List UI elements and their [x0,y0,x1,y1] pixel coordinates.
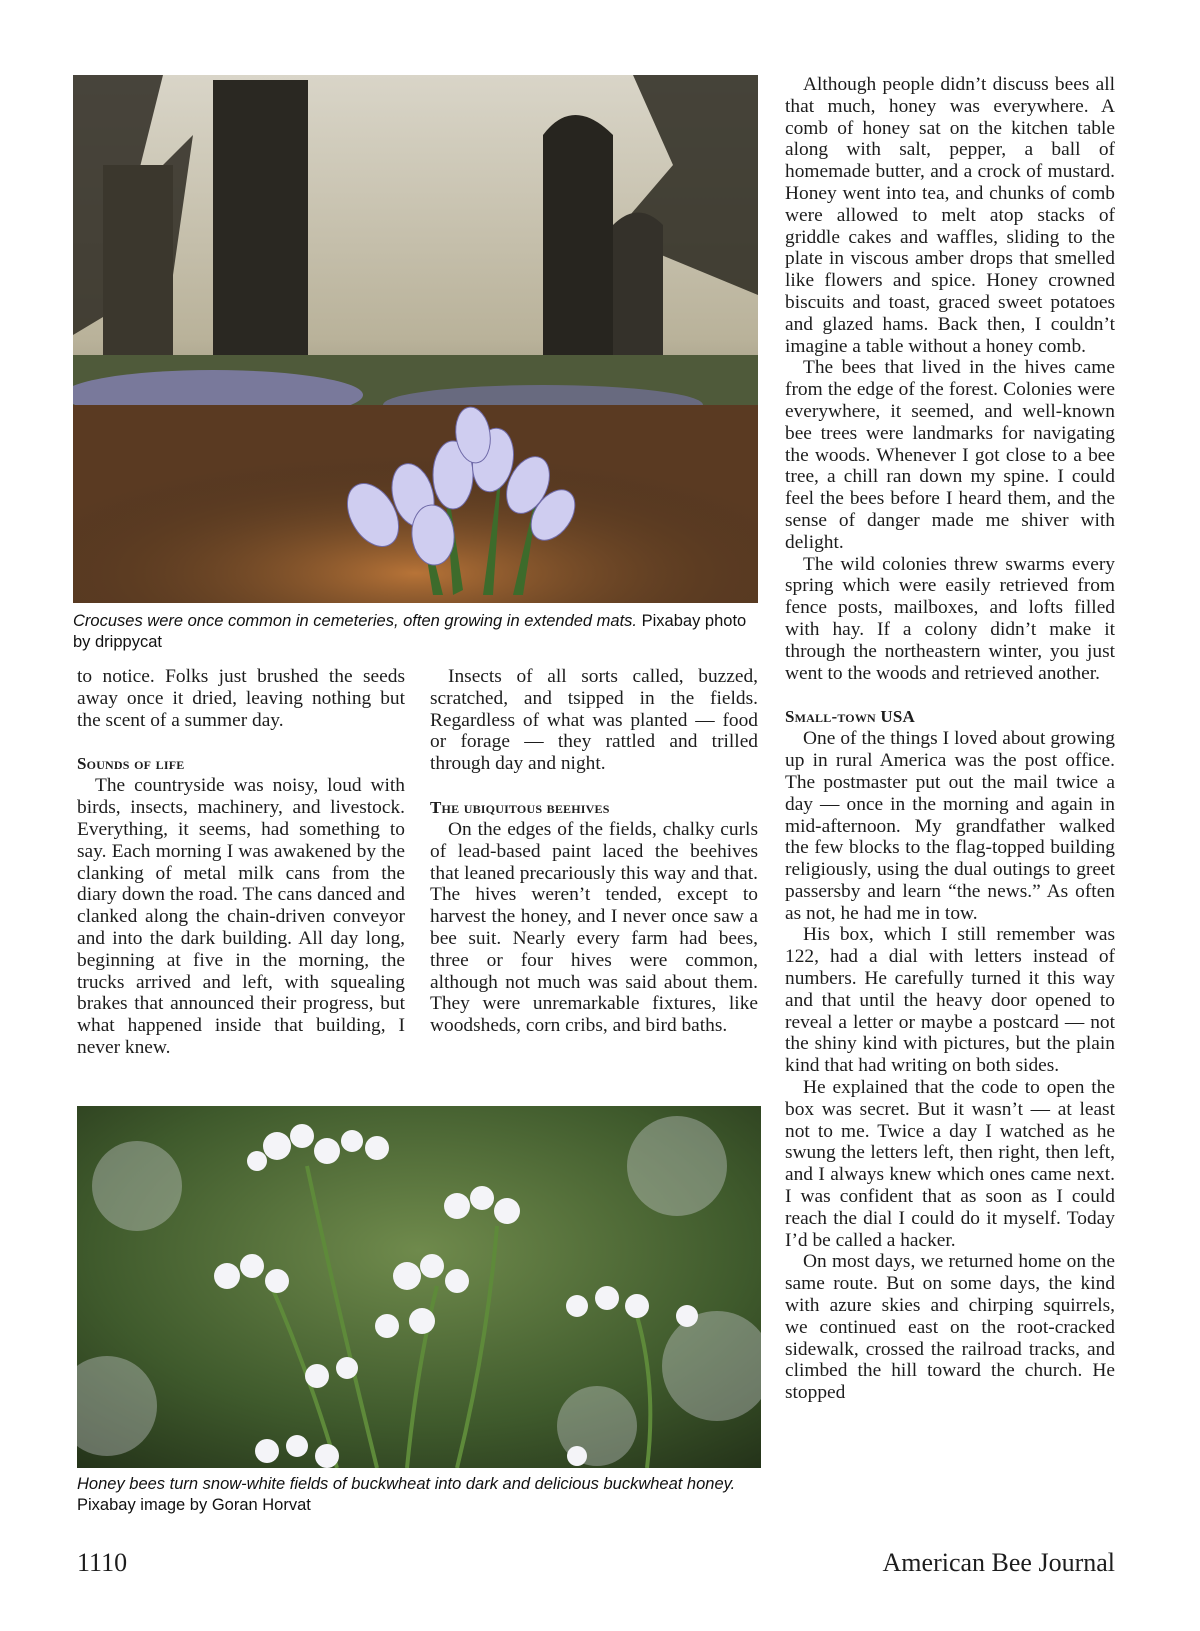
col3-paragraph-7: On most days, we returned home on the same route. But on some days, the kind with azure skies and chirping squirrels, we continued east on the root-cracked sidewalk, crossed the railroad tracks, and climbed the hill toward the church. He stopped [785,1251,1115,1404]
photo1-caption-credit: Pixabay photo by drippycat [73,612,747,651]
article-column-3 [785,74,1115,1404]
cemetery-crocus-photo [73,75,758,603]
page-number: 1110 [77,1548,128,1577]
col2-paragraph-2: On the edges of the fields, chalky curls of lead-based paint laced the beehives that leaned precariously this way and that. The hives weren’t tended, except to harvest the honey, and I never once saw a bee suit. Nearly every farm had bees, three or four hives were common, although not much was said about them. They were unremarkable fixtures, like woodsheds, corn cribs, and bird baths. [430,818,758,1037]
col3-paragraph-2: The bees that lived in the hives came from the edge of the forest. Colonies were everywhere, it seemed, and well-known bee trees were landmarks for navigating the woods. Whenever I got close to a bee tree, a chill ran down my spine. I could feel the bees before I heard them, and the sense of danger made me shiver with delight. [785,357,1115,553]
col3-paragraph-1: Although people didn’t discuss bees all that much, honey was everywhere. A comb of honey sat on the kitchen table along with salt, pepper, a ball of homemade butter, and a crock of mustard. Honey went into tea, and chunks of comb were allowed to melt atop stacks of griddle cakes and waffles, sliding to the plate in viscous amber drops that smelled like flowers and spice. Honey crowned biscuits and toast, graced sweet potatoes and glazed hams. Back then, I couldn’t imagine a table without a honey comb. [785,74,1115,357]
col1-paragraph-2: The countryside was noisy, loud with birds, insects, machinery, and livestock. Everything, it seems, had something to say. Each morning I was awakened by the clanking of metal milk cans from the diary down the road. The cans danced and clanked along the chain-driven conveyor and into the dark building. All day long, beginning at five in the morning, the trucks arrived and left, with squealing brakes that announced their progress, but what happened inside that building, I never knew. [77,775,405,1058]
col1-paragraph-1: to notice. Folks just brushed the seeds away once it dried, leaving nothing but the scent of a summer day. [77,666,405,731]
buckwheat-flowers-photo [77,1106,761,1468]
photo2-caption-credit: Pixabay image by Goran Horvat [77,1496,311,1514]
col3-paragraph-6: He explained that the code to open the box was secret. But it wasn’t — at least not to me. Twice a day I watched as he swung the letters left, then right, then left, and I always knew which ones came next. I was confident that as soon as I could reach the dial I could do it myself. Today I’d be called a hacker. [785,1077,1115,1251]
photo2-caption-text: Honey bees turn snow-white fields of buckwheat into dark and delicious buckwheat honey. [77,1475,736,1493]
section-heading-small-town-usa: Small-town USA [785,707,915,727]
col3-paragraph-4: One of the things I loved about growing up in rural America was the post office. The postmaster put out the mail twice a day — once in the morning and again in mid-afternoon. My grandfather walked the few blocks to the flag-topped building religiously, using the dual outings to greet passersby and learn “the news.” As often as not, he had me in tow. [785,728,1115,924]
journal-name: American Bee Journal [882,1548,1115,1577]
section-heading-ubiquitous-beehives: The ubiquitous beehives [430,797,610,817]
photo1-caption [73,611,763,653]
col3-paragraph-3: The wild colonies threw swarms every spring which were easily retrieved from fence posts, mailboxes, and lofts filled with hay. If a colony didn’t make it through the northeastern winter, you just went to the woods and retrieved another. [785,553,1115,684]
article-column-1 [77,666,405,1059]
col2-paragraph-1: Insects of all sorts called, buzzed, scratched, and tsipped in the fields. Regardless of what was planted — food or forage — they rattled and trilled through day and night. [430,666,758,775]
article-column-2 [430,666,758,1037]
col3-paragraph-5: His box, which I still remember was 122, had a dial with letters instead of numbers. He carefully turned it this way and that until the heavy door opened to reveal a letter or maybe a postcard — not the shiny kind with pictures, but the plain kind that had writing on both sides. [785,924,1115,1077]
section-heading-sounds-of-life: Sounds of life [77,754,185,774]
photo1-caption-text: Crocuses were once common in cemeteries, often growing in extended mats. [73,612,638,630]
photo2-caption [77,1474,767,1516]
